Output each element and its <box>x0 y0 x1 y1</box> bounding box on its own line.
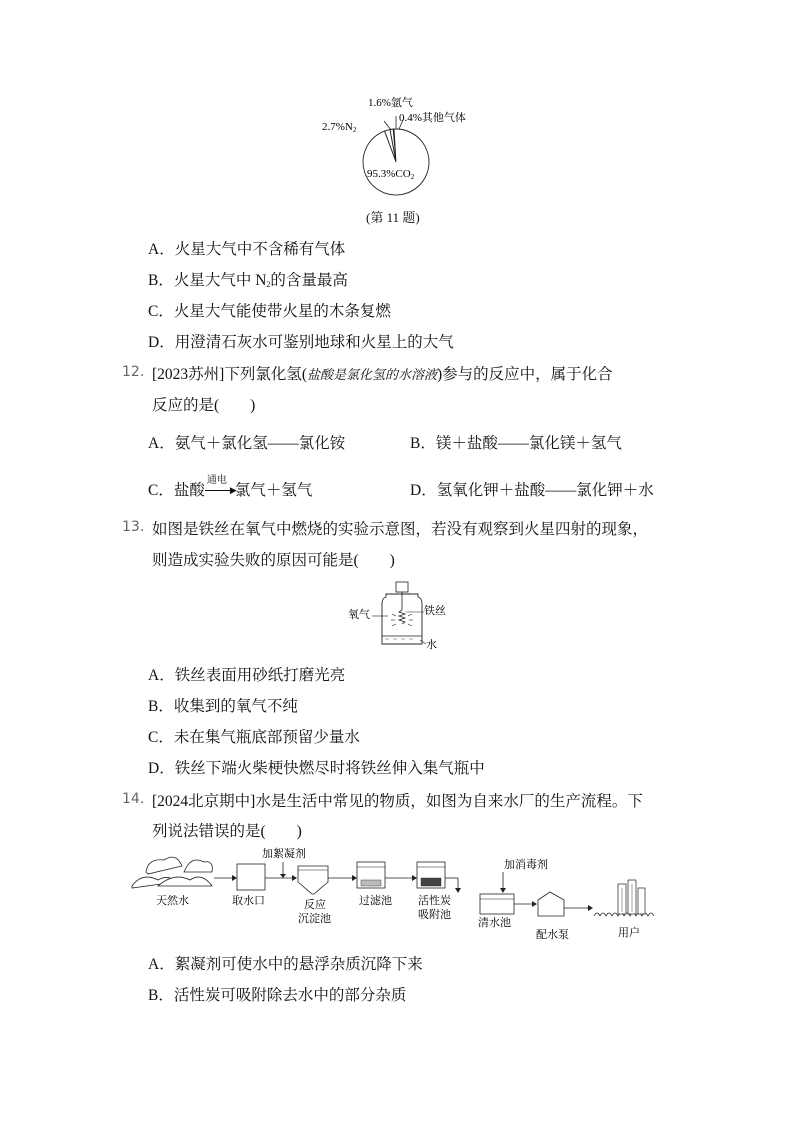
q14-option-b: B．活性炭可吸附除去水中的部分杂质 <box>148 987 407 1004</box>
q12-option-a: A．氨气＋氯化氢——氯化铵 <box>148 435 346 452</box>
slice-label-co2: 95.3%CO2 <box>367 168 415 181</box>
label-water: 水 <box>426 639 437 651</box>
q13-stem-line1: 如图是铁丝在氧气中燃烧的实验示意图，若没有观察到火星四射的现象， <box>152 521 649 538</box>
label-sedimentation: 沉淀池 <box>298 913 331 925</box>
q12-number: 12. <box>122 364 145 380</box>
label-carbon-2: 吸附池 <box>418 909 451 921</box>
q13-option-b: B．收集到的氧气不纯 <box>148 698 298 715</box>
label-oxygen: 氧气 <box>348 609 370 621</box>
label-clear-water: 清水池 <box>478 917 511 929</box>
q13-iron-wire-figure <box>340 580 460 654</box>
q11-pie-figure <box>300 88 500 196</box>
q11-option-b: B．火星大气中 $N_2$的含量最高 <box>148 272 348 289</box>
label-coagulant: 加絮凝剂 <box>262 848 306 860</box>
q11-option-c: C．火星大气能使带火星的木条复燃 <box>148 303 391 320</box>
q13-stem-line2: 则造成实验失败的原因可能是( ) <box>152 552 395 569</box>
q14-option-a: A．絮凝剂可使水中的悬浮杂质沉降下来 <box>148 956 423 973</box>
q12-stem-line1: [2023苏州]下列氯化氢(盐酸是氯化氢的水溶液)参与的反应中，属于化合 <box>152 366 613 383</box>
q13-option-d: D．铁丝下端火柴梗快燃尽时将铁丝伸入集气瓶中 <box>148 760 485 777</box>
label-iron-wire: 铁丝 <box>424 605 446 617</box>
q14-number: 14. <box>122 791 145 807</box>
q12-stem-line2: 反应的是( ) <box>152 397 256 414</box>
q12-option-b: B．镁＋盐酸——氯化镁＋氢气 <box>410 435 622 452</box>
q11-option-d: D．用澄清石灰水可鉴别地球和火星上的大气 <box>148 334 454 351</box>
q13-number: 13. <box>122 519 145 535</box>
label-user: 用户 <box>618 927 640 939</box>
q12-option-c: C．盐酸 通电 ▶ 氯气＋氢气 <box>148 475 313 499</box>
slice-label-other: 0.4%其他气体 <box>399 112 466 124</box>
q14-stem-line2: 列说法错误的是( ) <box>152 823 302 840</box>
q14-water-plant-flow-figure <box>128 842 668 946</box>
label-disinfectant: 加消毒剂 <box>504 859 548 871</box>
slice-label-ar: 1.6%氩气 <box>368 97 413 109</box>
q11-option-a: A．火星大气中不含稀有气体 <box>148 241 346 258</box>
q12-option-d: D．氢氧化钾＋盐酸——氯化钾＋水 <box>410 482 654 499</box>
label-filter: 过滤池 <box>359 895 392 907</box>
slice-label-n2: 2.7%N2 <box>322 121 357 134</box>
label-pump: 配水泵 <box>536 929 569 941</box>
q13-option-a: A．铁丝表面用砂纸打磨光亮 <box>148 667 346 684</box>
q11-figure-caption: (第 11 题) <box>366 210 420 225</box>
q14-stem-line1: [2024北京期中]水是生活中常见的物质，如图为自来水厂的生产流程。下 <box>152 793 643 810</box>
label-carbon-1: 活性炭 <box>418 895 451 907</box>
label-natural-water: 天然水 <box>156 895 189 907</box>
q13-option-c: C．未在集气瓶底部预留少量水 <box>148 729 360 746</box>
q11-pie-chart <box>363 129 429 195</box>
label-intake: 取水口 <box>232 895 265 907</box>
label-reaction: 反应 <box>304 899 326 911</box>
slice-co2 <box>363 129 429 195</box>
